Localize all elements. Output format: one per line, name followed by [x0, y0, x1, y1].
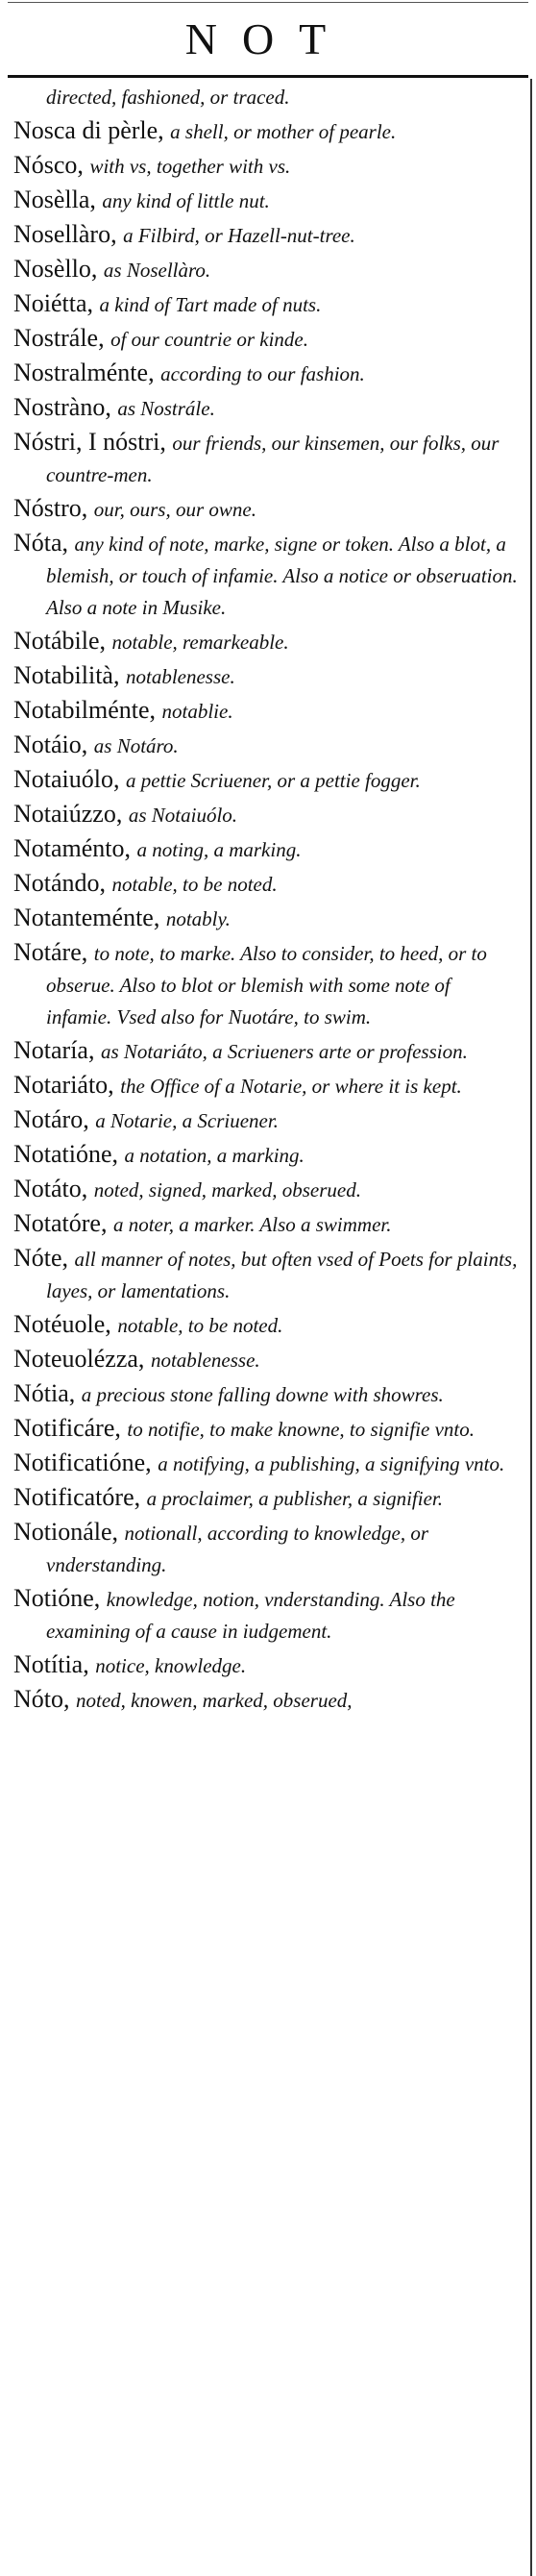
dictionary-entry	[13, 392, 521, 424]
entry-definition: as Notaiuólo.	[128, 804, 238, 827]
dictionary-entry	[13, 937, 521, 1032]
entry-headword: Notificáre,	[13, 1414, 121, 1442]
entry-definition: a notifying, a publishing, a signifying vnto.	[158, 1452, 505, 1475]
entry-headword: Noiétta,	[13, 289, 94, 317]
dictionary-entry	[13, 1035, 521, 1067]
entry-headword: Nosèllo,	[13, 255, 98, 283]
entry-definition: any kind of little nut.	[102, 189, 270, 212]
entry-definition: notablenesse.	[150, 1349, 260, 1372]
entry-definition: any kind of note, marke, signe or token. Also a blot, a blemish, or touch of infamie. Also a notice or obseruation. Also a note in Musike.	[46, 533, 518, 619]
entry-headword: Nósco,	[13, 151, 84, 179]
entry-headword: Notáto,	[13, 1175, 88, 1202]
dictionary-entry	[13, 833, 521, 865]
entry-headword: Notábile,	[13, 627, 107, 655]
entry-headword: Notabilménte,	[13, 696, 157, 724]
dictionary-entry	[13, 115, 521, 147]
entry-headword: Nóta,	[13, 529, 69, 557]
dictionary-entry	[13, 903, 521, 934]
column-rule	[530, 79, 532, 2576]
entry-definition: a noter, a marker. Also a swimmer.	[112, 1213, 392, 1236]
entry-definition: notable, to be noted.	[117, 1314, 283, 1337]
entry-headword: Nóte,	[13, 1244, 69, 1272]
dictionary-entry	[13, 730, 521, 761]
dictionary-entry	[13, 1070, 521, 1102]
entry-definition: notable, to be noted.	[111, 873, 278, 896]
entry-headword: Nostrále,	[13, 324, 105, 352]
entry-list	[13, 81, 521, 1719]
entry-headword: Notificatióne,	[13, 1449, 152, 1476]
entry-headword: Nóto,	[13, 1685, 70, 1713]
top-rule	[8, 2, 528, 3]
entry-headword: Notaménto,	[13, 834, 132, 862]
entry-definition: a proclaimer, a publisher, a signifier.	[146, 1487, 444, 1510]
entry-headword: Notítia,	[13, 1650, 89, 1678]
entry-definition: notablie.	[161, 700, 233, 723]
entry-definition: notice, knowledge.	[95, 1654, 247, 1677]
dictionary-entry	[13, 764, 521, 796]
entry-definition: of our countrie or kinde.	[110, 328, 308, 351]
entry-headword: Nótia,	[13, 1379, 76, 1407]
continuation-line	[13, 81, 521, 112]
entry-headword: Nóstri, I nóstri,	[13, 428, 166, 456]
entry-headword: Nosellàro,	[13, 220, 117, 248]
entry-definition: a Notarie, a Scriuener.	[95, 1109, 279, 1132]
entry-definition: as Nosellàro.	[103, 259, 211, 282]
entry-headword: Notáre,	[13, 938, 88, 966]
entry-headword: Notióne,	[13, 1584, 101, 1612]
dictionary-entry	[13, 185, 521, 216]
dictionary-entry	[13, 1344, 521, 1375]
entry-definition: a shell, or mother of pearle.	[170, 120, 397, 143]
dictionary-entry	[13, 1378, 521, 1410]
entry-headword: Notáio,	[13, 731, 88, 758]
entry-definition: noted, signed, marked, obserued.	[93, 1178, 361, 1201]
entry-headword: Notaría,	[13, 1036, 95, 1064]
entry-definition: notable, remarkeable.	[111, 631, 289, 654]
dictionary-entry	[13, 1174, 521, 1205]
dictionary-entry	[13, 1517, 521, 1580]
entry-headword: Notáro,	[13, 1105, 89, 1133]
entry-definition: as Notariáto, a Scriueners arte or profession.	[100, 1040, 468, 1063]
dictionary-entry	[13, 868, 521, 900]
dictionary-entry	[13, 660, 521, 692]
entry-headword: Notaiuólo,	[13, 765, 120, 793]
dictionary-entry	[13, 358, 521, 389]
page-header: NOT	[184, 14, 352, 63]
entry-headword: Notariáto,	[13, 1071, 114, 1099]
entry-headword: Notéuole,	[13, 1310, 111, 1338]
dictionary-entry	[13, 1583, 521, 1647]
entry-headword: Notaiúzzo,	[13, 800, 123, 828]
dictionary-entry	[13, 528, 521, 623]
entry-definition: to note, to marke. Also to consider, to heed, or to obserue. Also to blot or blemish with some note of infamie. Vsed also for Nuotáre, to swim.	[46, 942, 487, 1028]
entry-definition: the Office of a Notarie, or where it is kept.	[120, 1075, 462, 1098]
dictionary-entry	[13, 1104, 521, 1136]
dictionary-entry	[13, 1243, 521, 1306]
entry-definition: noted, knowen, marked, obserued,	[76, 1689, 353, 1712]
entry-definition: notionall, according to knowledge, or vnderstanding.	[46, 1522, 429, 1576]
entry-headword: Notabilità,	[13, 661, 120, 689]
dictionary-entry	[13, 323, 521, 355]
entry-headword: Nosèlla,	[13, 186, 96, 213]
entry-definition: as Nostrále.	[117, 397, 215, 420]
entry-definition: a pettie Scriuener, or a pettie fogger.	[126, 769, 421, 792]
entry-definition: all manner of notes, but often vsed of Poets for plaints, layes, or lamentations.	[46, 1248, 518, 1302]
dictionary-entry	[13, 1139, 521, 1171]
entry-headword: Notándo,	[13, 869, 107, 897]
entry-definition: knowledge, notion, vnderstanding. Also the examining of a cause in iudgement.	[46, 1588, 455, 1643]
entry-definition: notablenesse.	[125, 665, 235, 688]
entry-definition: notably.	[165, 907, 231, 930]
dictionary-entry	[13, 427, 521, 490]
entry-definition: to notifie, to make knowne, to signifie vnto.	[127, 1418, 475, 1441]
entry-headword: Nóstro,	[13, 494, 88, 522]
entry-definition: a kind of Tart made of nuts.	[99, 293, 322, 316]
entry-definition: our, ours, our owne.	[93, 498, 256, 521]
dictionary-entry	[13, 1208, 521, 1240]
entry-definition: a Filbird, or Hazell-nut-tree.	[123, 224, 355, 247]
dictionary-entry	[13, 1649, 521, 1681]
entry-headword: Notificatóre,	[13, 1483, 141, 1511]
entry-headword: Notatóre,	[13, 1209, 108, 1237]
dictionary-entry	[13, 493, 521, 525]
entry-definition: a noting, a marking.	[136, 838, 302, 861]
entry-definition: with vs, together with vs.	[89, 155, 291, 178]
entry-headword: Noteuolézza,	[13, 1345, 145, 1373]
entry-headword: Nostràno,	[13, 393, 111, 421]
entry-definition: a notation, a marking.	[124, 1144, 305, 1167]
entry-headword: Notionále,	[13, 1518, 119, 1546]
continuation-text: directed, fashioned, or traced.	[46, 86, 290, 109]
entry-headword: Notanteménte,	[13, 904, 160, 931]
entry-headword: Nosca di pèrle,	[13, 116, 164, 144]
dictionary-entry	[13, 1309, 521, 1341]
entry-definition: our friends, our kinsemen, our folks, our countre-men.	[46, 432, 499, 486]
dictionary-entry	[13, 1448, 521, 1479]
header-rule	[8, 75, 528, 78]
dictionary-entry	[13, 1482, 521, 1514]
dictionary-entry	[13, 1684, 521, 1716]
dictionary-entry	[13, 695, 521, 727]
dictionary-entry	[13, 626, 521, 657]
entry-definition: according to our fashion.	[160, 362, 365, 385]
entry-definition: a precious stone falling downe with showres.	[81, 1383, 444, 1406]
entry-definition: as Notáro.	[93, 734, 179, 757]
dictionary-entry	[13, 150, 521, 182]
dictionary-entry	[13, 1413, 521, 1445]
dictionary-entry	[13, 799, 521, 830]
dictionary-entry	[13, 288, 521, 320]
dictionary-entry	[13, 219, 521, 251]
entry-headword: Notatióne,	[13, 1140, 119, 1168]
dictionary-entry	[13, 254, 521, 285]
entry-headword: Nostralménte,	[13, 359, 155, 386]
